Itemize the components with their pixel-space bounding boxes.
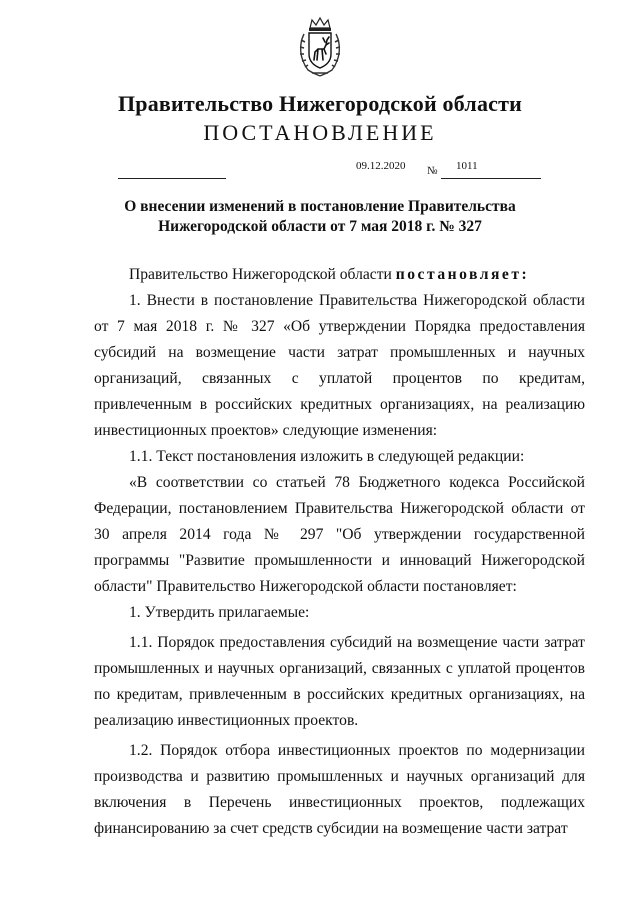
coat-of-arms-icon [296,16,344,78]
number-underline [441,178,541,179]
subject-line-1: О внесении изменений в постановление Правительства [124,198,516,215]
paragraph-approve-1-2: 1.2. Порядок отбора инвестиционных проектов по модернизации производства и развитию промышленных и научных организаций для включения в Перечень инвестиционных проектов, подлежащих финансированию за счет средств субсидии на возмещение части затрат [94,742,585,837]
blank-line-left [118,178,226,179]
paragraph-approve-1-1: 1.1. Порядок предоставления субсидий на возмещение части затрат промышленных и научных организаций, связанных с уплатой процентов по кредитам, привлеченным в российских кредитных организациях, на реализацию инвестиционных проектов. [94,634,585,729]
document-date: 09.12.2020 [356,160,406,172]
paragraph-1: 1. Внести в постановление Правительства Нижегородской области от 7 мая 2018 г. № 327 «Об утверждении Порядка предоставления субсидий на возмещение части затрат промышленных и научных организаций, связанных с уплатой процентов по кредитам, привлеченным в российских кредитных организациях, на реализацию инвестиционных проектов» следующие изменения: [94,292,585,439]
government-title: Правительство Нижегородской области [117,91,522,116]
document-number: 1011 [456,160,478,172]
document-subject [0,197,640,237]
paragraph-quote: «В соответствии со статьей 78 Бюджетного кодекса Российской Федерации, постановлением Правительства Нижегородской области от 30 апреля 2014 года № 297 "Об утверждении государственной программы "Развитие промышленности и инноваций Нижегородской области" Правительство Нижегородской области постановляет: [94,474,585,595]
document-body [94,262,585,842]
paragraph-approve: 1. Утвердить прилагаемые: [129,604,310,621]
preamble-emphasis: постановляет: [395,266,530,283]
preamble [94,262,585,288]
preamble-text: Правительство Нижегородской области [129,266,396,283]
number-sign: № [427,165,438,177]
paragraph-1-1: 1.1. Текст постановления изложить в следующей редакции: [129,448,525,465]
subject-line-2: Нижегородской области от 7 мая 2018 г. № 327 [158,218,482,235]
document-type: ПОСТАНОВЛЕНИЕ [203,120,437,145]
